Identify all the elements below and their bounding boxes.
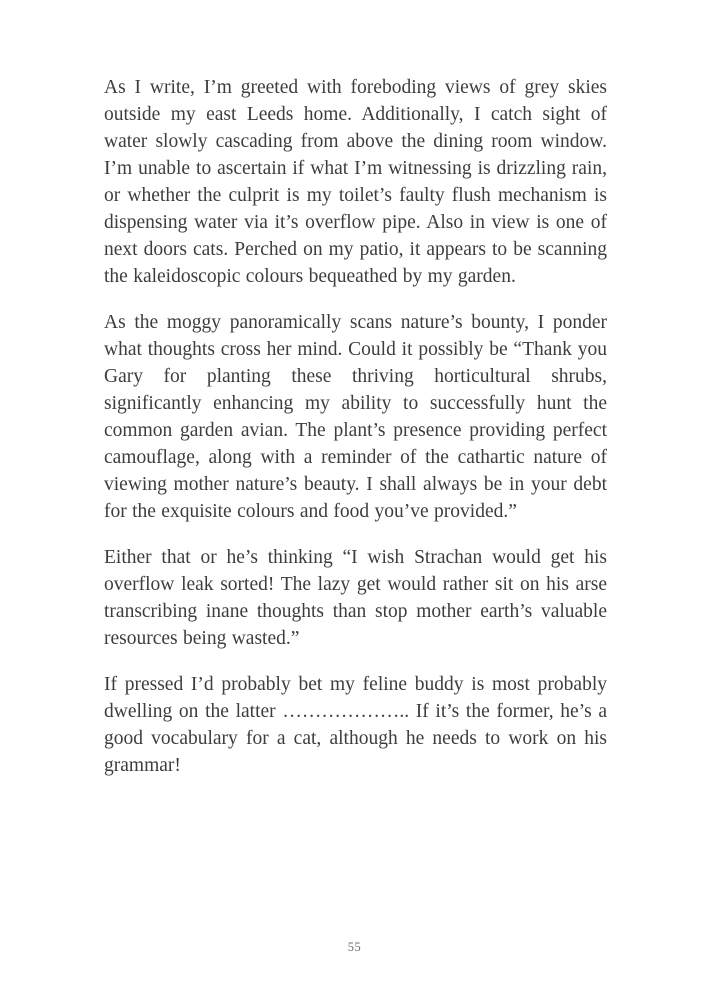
document-page xyxy=(104,74,607,798)
paragraph-3: Either that or he’s thinking “I wish Strachan would get his overflow leak sorted! The lazy get would rather sit on his arse transcribing inane thoughts than stop mother earth’s valuable resources being wasted.” xyxy=(104,547,607,649)
paragraph-4: If pressed I’d probably bet my feline buddy is most probably dwelling on the latter ……………….. If it’s the former, he’s a good vocabulary for a cat, although he needs to work on his grammar! xyxy=(104,674,607,776)
page-number: 55 xyxy=(347,940,362,954)
page-footer xyxy=(0,938,709,956)
paragraph-1: As I write, I’m greeted with foreboding views of grey skies outside my east Leeds home. Additionally, I catch sight of water slowly cascading from above the dining room window. I’m unable to ascertain if what I’m witnessing is drizzling rain, or whether the culprit is my toilet’s faulty flush mechanism is dispensing water via it’s overflow pipe. Also in view is one of next doors cats. Perched on my patio, it appears to be scanning the kaleidoscopic colours bequeathed by my garden. xyxy=(104,77,607,287)
paragraph-2: As the moggy panoramically scans nature’s bounty, I ponder what thoughts cross her mind. Could it possibly be “Thank you Gary for planting these thriving horticultural shrubs, significantly enhancing my ability to successfully hunt the common garden avian. The plant’s presence providing perfect camouflage, along with a reminder of the cathartic nature of viewing mother nature’s beauty. I shall always be in your debt for the exquisite colours and food you’ve provided.” xyxy=(104,312,607,522)
